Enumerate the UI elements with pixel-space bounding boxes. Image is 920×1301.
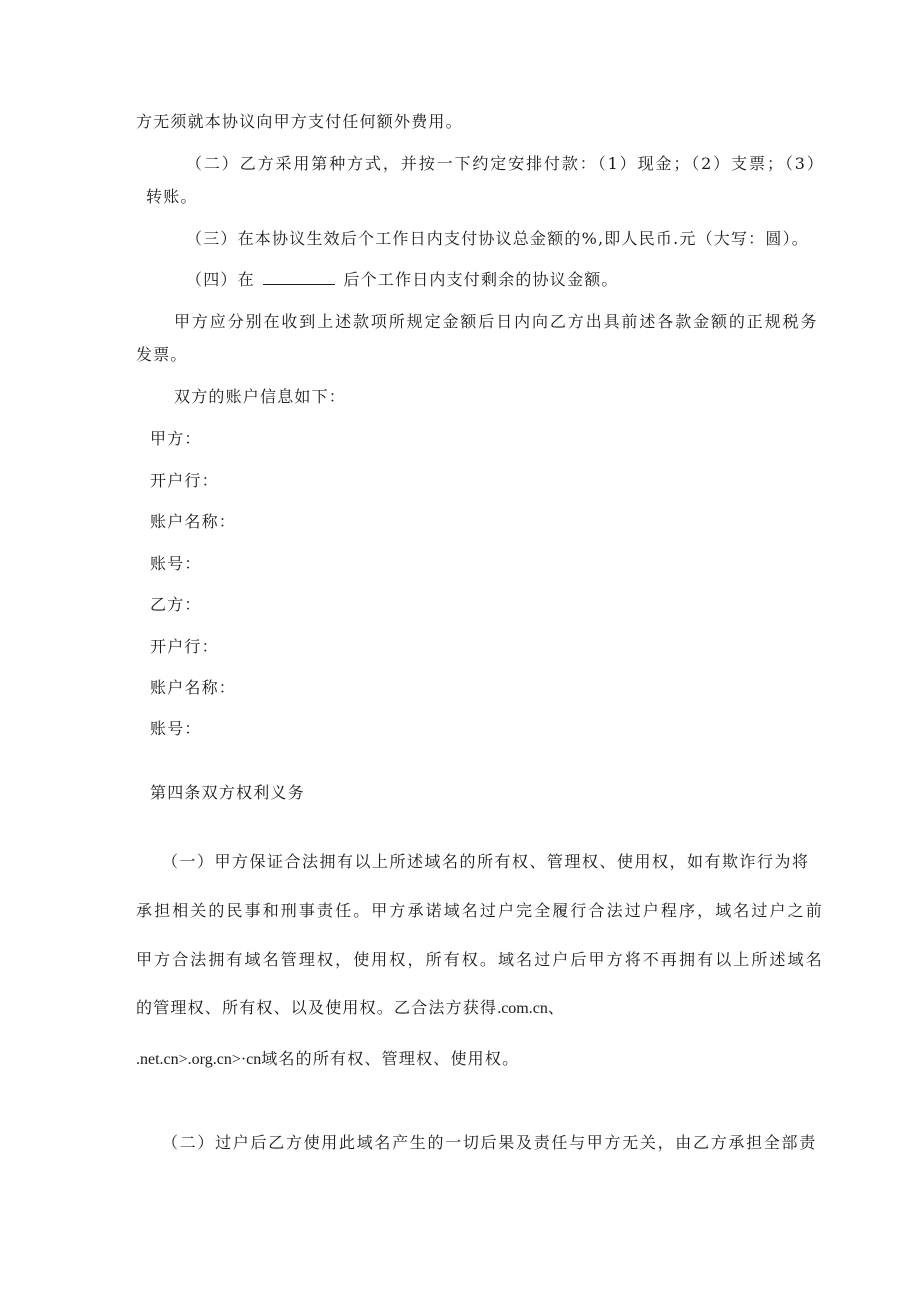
party-a-account-no: 账号：	[150, 554, 202, 573]
rights-item-2-line-1: （二）过户后乙方使用此域名产生的一切后果及责任与甲方无关，由乙方承担全部责	[162, 1133, 817, 1152]
payment-schedule-line: （三）在本协议生效后个工作日内支付协议总金额的%,即人民币.元（大写：圆）。	[186, 229, 809, 248]
party-a-account-name: 账户名称：	[150, 512, 237, 531]
party-b-label: 乙方：	[150, 595, 202, 614]
party-b-account-name: 账户名称：	[150, 678, 237, 697]
rights-item-1-line-5	[136, 1049, 519, 1070]
blank-field	[263, 270, 335, 285]
rights-item-1-line-5-text: 域名的所有权、管理权、使用权。	[261, 1049, 520, 1068]
remaining-payment-prefix: （四）在	[186, 270, 255, 289]
payment-method-line-2: 转账。	[146, 187, 198, 206]
domain-suffixes-text: .net.cn>.org.cn>·cn	[136, 1051, 262, 1068]
rights-item-1-line-3: 甲方合法拥有域名管理权，使用权，所有权。域名过户后甲方将不再拥有以上所述域名	[136, 950, 824, 969]
rights-item-1-line-2: 承担相关的民事和刑事责任。甲方承诺域名过户完全履行合法过户程序，域名过户之前	[136, 901, 824, 920]
party-b-account-no: 账号：	[150, 719, 202, 738]
party-a-label: 甲方：	[150, 429, 202, 448]
accounts-intro: 双方的账户信息如下：	[174, 387, 347, 406]
rights-item-1-line-1: （一）甲方保证合法拥有以上所述域名的所有权、管理权、使用权，如有欺诈行为将	[162, 852, 810, 871]
remaining-payment-suffix: 后个工作日内支付剩余的协议金额。	[343, 270, 619, 289]
rights-item-1-line-4	[136, 998, 564, 1019]
invoice-line-2: 发票。	[136, 345, 188, 364]
paragraph-line: 方无须就本协议向甲方支付任何额外费用。	[136, 112, 463, 131]
domain-suffix-text: .com.cn、	[497, 1000, 564, 1017]
payment-method-line: （二）乙方采用第种方式，并按一下约定安排付款：（1）现金；（2）支票；（3）	[186, 154, 825, 173]
invoice-line: 甲方应分别在收到上述款项所规定金额后日内向乙方出具前述各款金额的正规税务	[174, 312, 819, 331]
rights-item-1-line-4-text: 的管理权、所有权、以及使用权。乙合法方获得	[136, 998, 498, 1017]
remaining-payment-line	[186, 270, 619, 290]
party-a-bank: 开户行：	[150, 471, 219, 490]
article-heading: 第四条双方权利义务	[150, 783, 305, 802]
party-b-bank: 开户行：	[150, 637, 219, 656]
